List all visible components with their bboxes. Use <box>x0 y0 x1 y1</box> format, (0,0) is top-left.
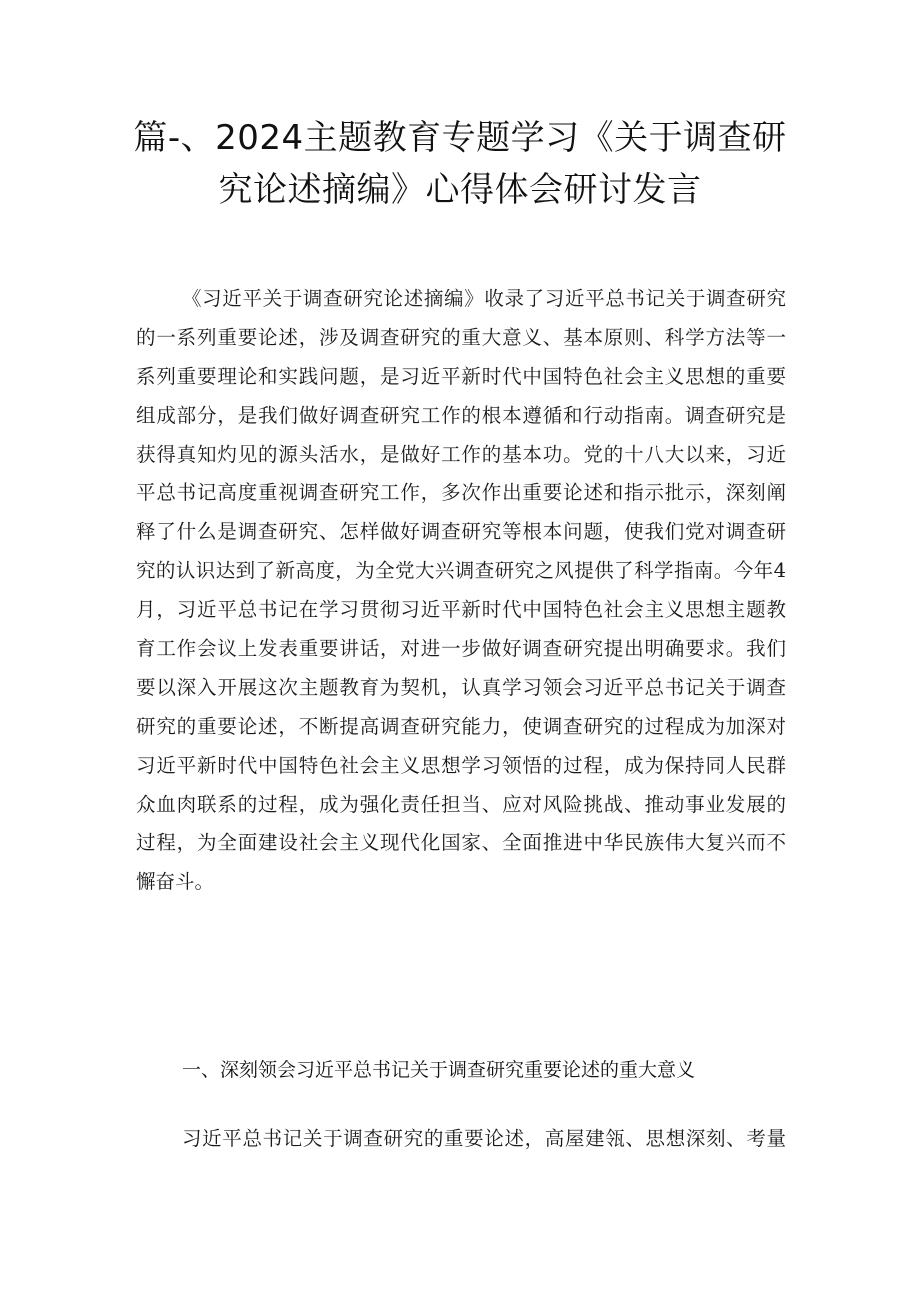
paragraph-line: 释了什么是调查研究、怎样做好调查研究等根本问题，使我们党对调查研 <box>136 520 786 544</box>
paragraph-line: 究的认识达到了新高度，为全党大兴调查研究之风提供了科学指南。今年4 <box>136 559 786 583</box>
paragraph-line: 获得真知灼见的源头活水，是做好工作的基本功。党的十八大以来，习近 <box>136 442 786 466</box>
paragraph-line: 系列重要理论和实践问题，是习近平新时代中国特色社会主义思想的重要 <box>136 364 786 388</box>
paragraph-line: 懈奋斗。 <box>136 870 215 894</box>
paragraph-line: 研究的重要论述，不断提高调查研究能力，使调查研究的过程成为加深对 <box>136 714 786 738</box>
paragraph-line: 习近平总书记关于调查研究的重要论述，高屋建瓴、思想深刻、考量 <box>182 1127 786 1150</box>
paragraph-intro <box>136 280 786 902</box>
paragraph-line: 平总书记高度重视调查研究工作，多次作出重要论述和指示批示，深刻阐 <box>136 481 786 505</box>
title-line: 篇-、2024主题教育专题学习《关于调查研 <box>133 118 787 158</box>
document-title <box>100 112 820 216</box>
paragraph-line: 习近平新时代中国特色社会主义思想学习领悟的过程，成为保持同人民群 <box>136 753 786 777</box>
paragraph-line: 众血肉联系的过程，成为强化责任担当、应对风险挑战、推动事业发展的 <box>136 792 786 816</box>
section-heading: 一、深刻领会习近平总书记关于调查研究重要论述的重大意义 <box>182 1059 696 1081</box>
paragraph-line: 《习近平关于调查研究论述摘编》收录了习近平总书记关于调查研究 <box>182 287 786 310</box>
paragraph-line: 过程，为全面建设社会主义现代化国家、全面推进中华民族伟大复兴而不 <box>136 831 786 855</box>
paragraph-line: 的一系列重要论述，涉及调查研究的重大意义、基本原则、科学方法等一 <box>136 325 786 349</box>
paragraph-line: 要以深入开展这次主题教育为契机，认真学习领会习近平总书记关于调查 <box>136 675 786 699</box>
title-line: 究论述摘编》心得体会研讨发言 <box>218 170 702 210</box>
paragraph-line: 月，习近平总书记在学习贯彻习近平新时代中国特色社会主义思想主题教 <box>136 598 786 622</box>
paragraph-line: 育工作会议上发表重要讲话，对进一步做好调查研究提出明确要求。我们 <box>136 637 786 661</box>
paragraph-section1 <box>136 1120 786 1159</box>
paragraph-line: 组成部分，是我们做好调查研究工作的根本遵循和行动指南。调查研究是 <box>136 403 786 427</box>
